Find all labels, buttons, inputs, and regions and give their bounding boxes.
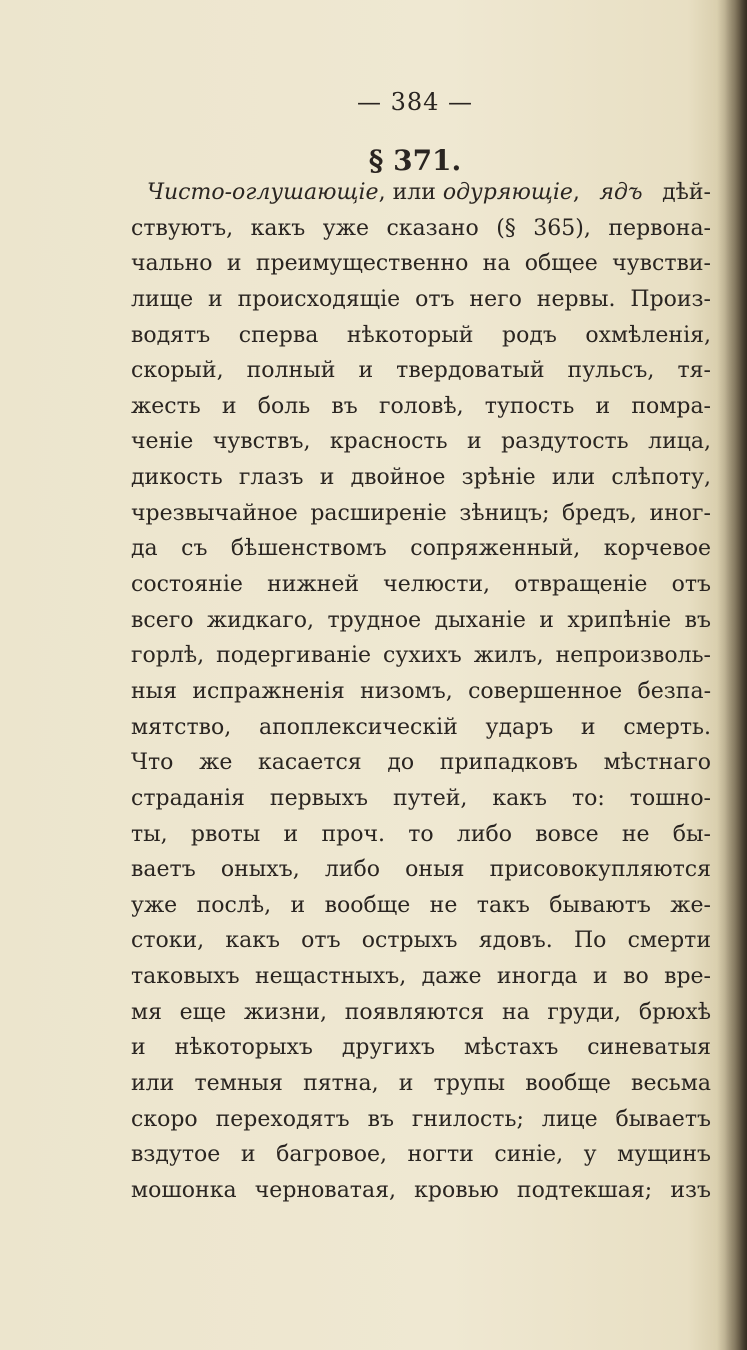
text-line: скоро переходятъ въ гнилость; лице бываетъ [131,1106,711,1132]
text-line: ствуютъ, какъ уже сказано (§ 365), первона- [131,215,711,241]
term-intoxicating: одуряющіе [442,180,573,205]
text-line: стоки, какъ отъ острыхъ ядовъ. По смерти [131,928,711,954]
text-line: чрезвычайное расширеніе зѣницъ; бредъ, иног- [131,500,711,526]
text-line: страданія первыхъ путей, какъ то: тошно- [131,785,711,811]
term-poisons: ядъ [599,180,643,205]
text-line: мя еще жизни, появляются на груди, брюхѣ [131,999,711,1025]
text-line: ныя испражненія низомъ, совершенное безпа- [131,678,711,704]
text-line-first [131,175,711,211]
text-line: уже послѣ, и вообще не такъ бываютъ же- [131,892,711,918]
paragraph [131,175,711,1209]
text-line: да съ бѣшенствомъ сопряженный, корчевое [131,536,711,562]
text-line: дикость глазъ и двойное зрѣніе или слѣпоту, [131,465,711,491]
connector-text: , или [378,180,443,205]
comma-text: , [572,180,580,205]
text-line: ты, рвоты и проч. то либо вовсе не бы- [131,821,711,847]
text-line: мятство, апоплексическій ударъ и смерть. [131,714,711,740]
text-line: или темныя пятна, и трупы вообще весьма [131,1071,711,1097]
term-stupefying: Чисто-оглушающіе [147,180,379,205]
text-line: ченіе чувствъ, красность и раздутость лица, [131,429,711,455]
text-line: и нѣкоторыхъ другихъ мѣстахъ синеватыя [131,1035,711,1061]
text-line: Что же касается до припадковъ мѣстнаго [131,750,711,776]
text-line: лище и происходящіе отъ него нервы. Произ- [131,286,711,312]
first-line-terms [147,175,580,211]
text-line: водятъ сперва нѣкоторый родъ охмѣленія, [131,322,711,348]
text-line: всего жидкаго, трудное дыханіе и хрипѣніе въ [131,607,711,633]
text-line: ваетъ оныхъ, либо оныя присовокупляются [131,857,711,883]
text-line: состояніе нижней челюсти, отвращеніе отъ [131,572,711,598]
text-line: скорый, полный и твердоватый пульсъ, тя- [131,358,711,384]
text-line: таковыхъ нещастныхъ, даже иногда и во вре- [131,964,711,990]
text-line: жесть и боль въ головѣ, тупость и помра- [131,393,711,419]
hyphen-tail: дѣй- [662,180,711,205]
text-line: вздутое и багровое, ногти синіе, у мущинъ [131,1142,711,1168]
text-line: мошонка черноватая, кровью подтекшая; изъ [131,1177,711,1203]
section-heading: § 371. [368,144,462,177]
text-line: горлѣ, подергиваніе сухихъ жилъ, непроизволь- [131,643,711,669]
page-number: — 384 — [356,88,474,116]
text-line: чально и преимущественно на общее чувстви- [131,251,711,277]
